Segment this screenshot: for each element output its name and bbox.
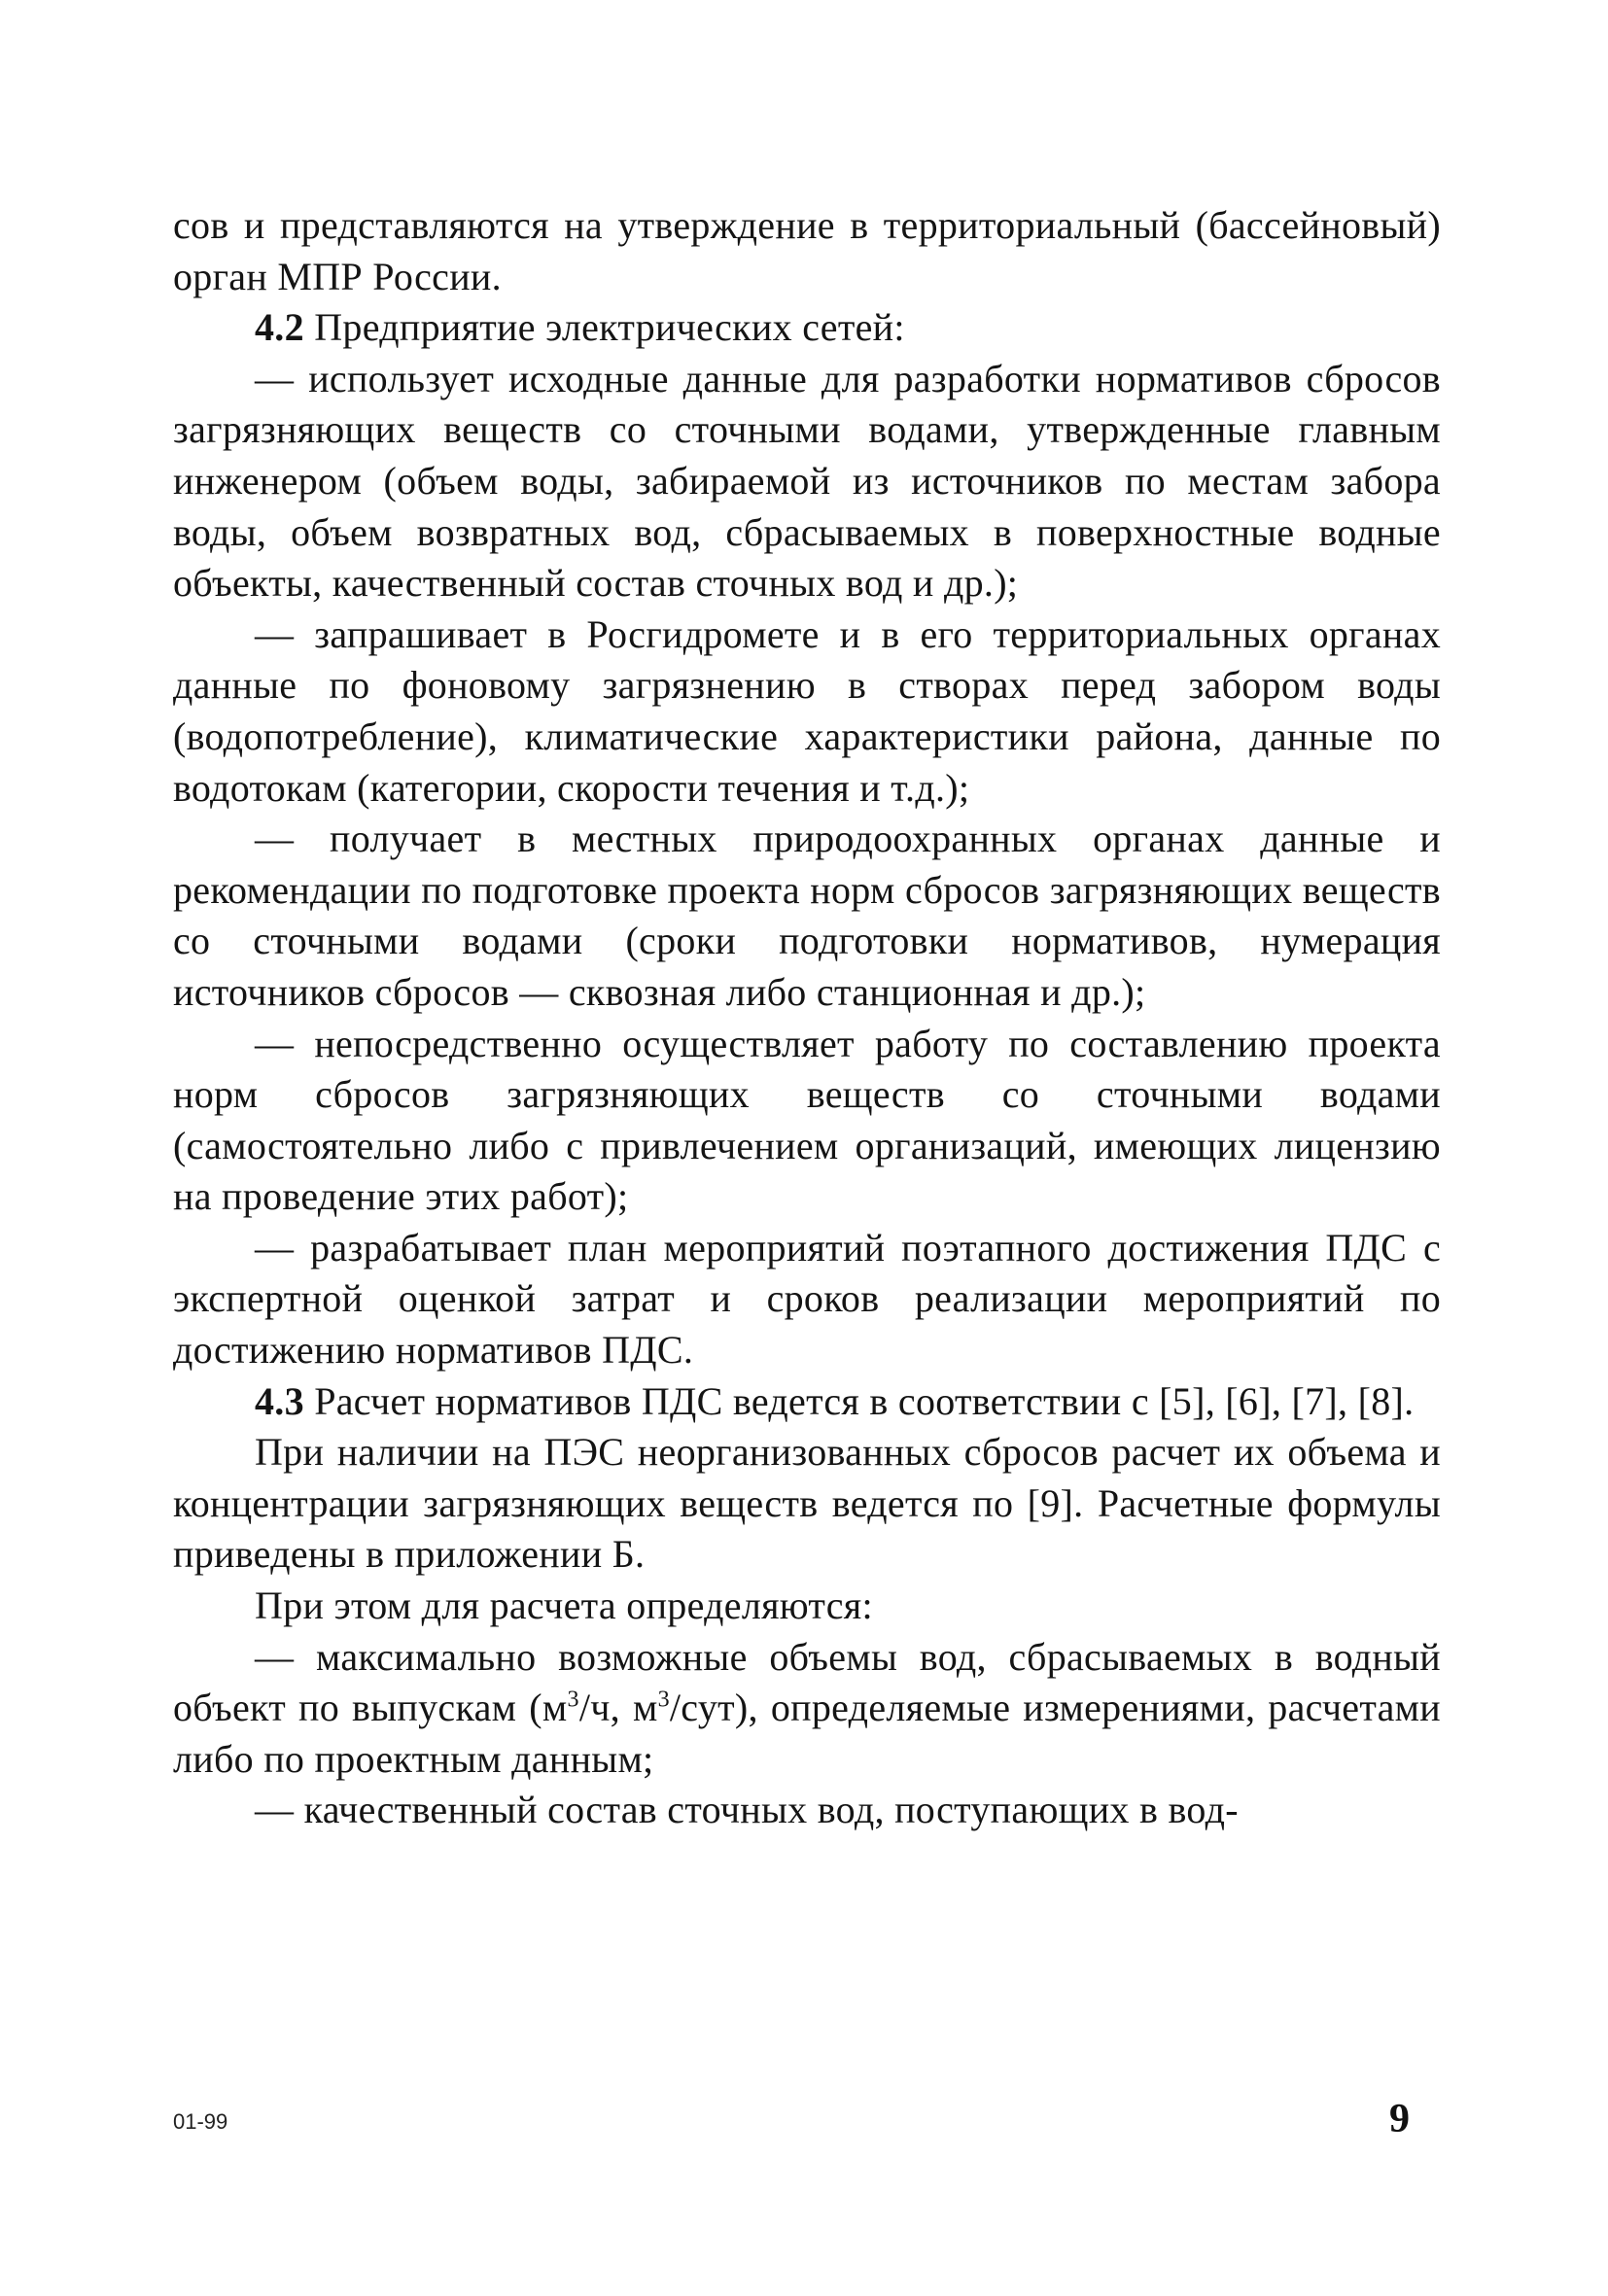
list-item-requests-roshydromet: — запрашивает в Росгидромете и в его территориальных органах данные по фоновому загрязнению в створах перед забором воды (водопотребление), климатические характеристики района, данные по водотокам (категории, скорости течения и т.д.); bbox=[173, 611, 1441, 810]
list-item-develops-plan: — разрабатывает план мероприятий поэтапного достижения ПДС с экспертной оценкой затрат и сроков реализации мероприятий по достижению нормативов ПДС. bbox=[173, 1225, 1441, 1373]
list-item-uses-source-data: — использует исходные данные для разработки нормативов сбросов загрязняющих веществ со сточными водами, утвержденные главным инженером (объем воды, забираемой из источников по местам забора воды, объем возвратных вод, сбрасываемых в поверхностные водные объекты, качественный состав сточных вод и др.); bbox=[173, 356, 1441, 606]
text-fragment: — максимально возможные объемы вод, сбрасываемых в водный объект по выпускам (м bbox=[173, 1634, 1441, 1730]
text-fragment: /ч, м bbox=[578, 1686, 658, 1730]
section-number: 4.3 bbox=[255, 1378, 304, 1423]
list-item-receives-recommendations: — получает в местных природоохранных органах данные и рекомендации по подготовке проекта норм сбросов загрязняющих веществ со сточными водами (сроки подготовки нормативов, нумерация источников сбросов — сквозная либо станционная и др.); bbox=[173, 817, 1441, 1014]
superscript: 3 bbox=[657, 1687, 670, 1713]
text-fragment: /сут), определяемые измерениями, расчетами либо по проектным данным; bbox=[173, 1686, 1441, 1781]
paragraph-continuation: сов и представляются на утверждение в территориальный (бассейновый) орган МПР России. bbox=[173, 203, 1441, 298]
list-item-quality-composition: — качественный состав сточных вод, поступающих в вод- bbox=[255, 1788, 1239, 1832]
list-item-max-volumes bbox=[173, 1632, 1441, 1786]
section-number: 4.2 bbox=[255, 305, 304, 350]
paragraph-determined-items: При этом для расчета определяются: bbox=[255, 1583, 873, 1628]
footer-code: 01-99 bbox=[173, 2109, 228, 2134]
paragraph-unorganized-discharges: При наличии на ПЭС неорганизованных сбросов расчет их объема и концентрации загрязняющих веществ ведется по [9]. Расчетные формулы приведены в приложении Б. bbox=[173, 1430, 1441, 1577]
list-item-performs-work: — непосредственно осуществляет работу по составлению проекта норм сбросов загрязняющих веществ со сточными водами (самостоятельно либо с привлечением организаций, имеющих лицензию на проведение этих работ); bbox=[173, 1021, 1441, 1219]
page-number: 9 bbox=[1389, 2097, 1410, 2141]
body-text bbox=[173, 200, 1441, 1836]
section-4-3-paragraph bbox=[173, 1376, 1441, 1428]
section-4-2-heading bbox=[173, 302, 1441, 354]
section-title: Предприятие электрических сетей: bbox=[303, 305, 905, 350]
superscript: 3 bbox=[567, 1687, 579, 1713]
section-text: Расчет нормативов ПДС ведется в соответствии с [5], [6], [7], [8]. bbox=[303, 1378, 1415, 1423]
